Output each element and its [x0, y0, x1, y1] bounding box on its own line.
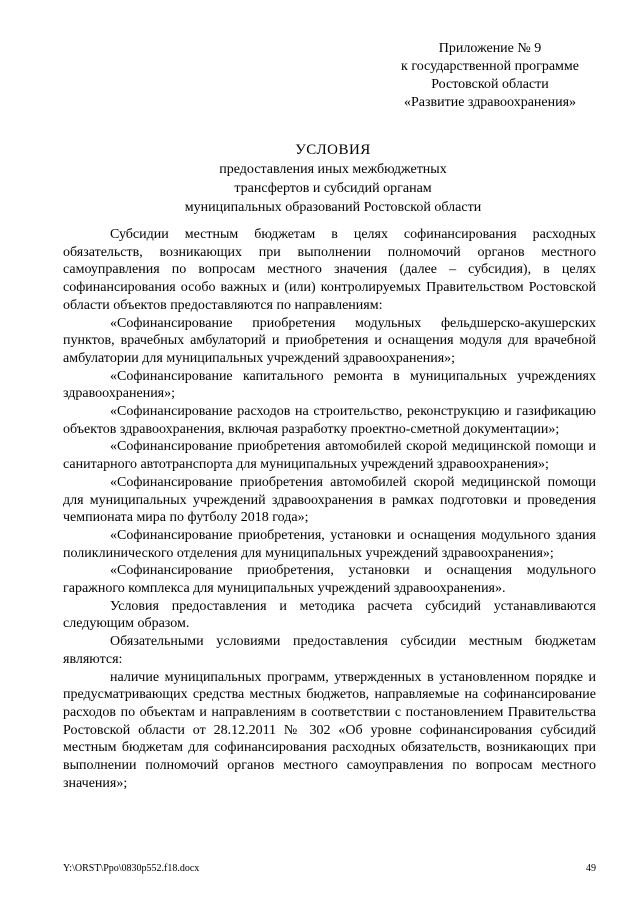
title-main: УСЛОВИЯ	[295, 142, 371, 158]
appendix-line-1: Приложение № 9	[438, 41, 542, 56]
paragraph: «Софинансирование капитального ремонта в муниципальных учреждениях здравоохранения»;	[63, 368, 596, 402]
paragraph: Условия предоставления и методика расчета субсидий устанавливаются следующим образом.	[63, 598, 596, 632]
page-number: 49	[586, 863, 596, 874]
title-sub-line-1: предоставления иных межбюджетных	[219, 162, 447, 177]
paragraph: Субсидии местным бюджетам в целях софинансирования расходных обязательств, возникающих при выполнении полномочий органов местного самоуправления по вопросам местного значения (далее – субсидия), в целях софинансирования особо важных и (или) контролируемых Правительством Ростовской области объектов предоставляются по направлениям:	[63, 227, 596, 313]
paragraph: «Софинансирование расходов на строительство, реконструкцию и газификацию объектов здравоохранения, включая разработку проектно-сметной документации»;	[63, 404, 596, 437]
appendix-line-4: «Развитие здравоохранения»	[403, 95, 577, 110]
paragraph: наличие муниципальных программ, утвержденных в установленном порядке и предусматривающих средства местных бюджетов, направляемые на софинансирование расходов по объектам и направлениям в соответствии с постановлением Правительства Ростовской области от 28.12.2011 № 302 «Об уровне софинансирования субсидий местным бюджетам для софинансирования расходных обязательств, возникающих при выполнении полномочий органов местного самоуправления по вопросам местного значения»;	[63, 669, 596, 791]
paragraph: «Софинансирование приобретения модульных фельдшерско-акушерских пунктов, врачебных амбулаторий и приобретения и оснащения модуля для врачебной амбулатории для муниципальных учреждений здравоохранения»;	[63, 315, 596, 366]
appendix-line-3: Ростовской области	[431, 77, 549, 92]
paragraph: «Софинансирование приобретения, установки и оснащения модульного здания поликлинического отделения для муниципальных учреждений здравоохранения»;	[63, 527, 596, 561]
paragraph: «Софинансирование приобретения автомобилей скорой медицинской помощи для муниципальных учреждений здравоохранения в рамках подготовки и проведения чемпионата мира по футболу 2018 года»;	[63, 474, 596, 526]
paragraph: «Софинансирование приобретения автомобилей скорой медицинской помощи и санитарного автотранспорта для муниципальных учреждений здравоохранения»;	[63, 439, 596, 473]
appendix-line-2: к государственной программе	[401, 59, 579, 74]
document-title	[63, 141, 603, 217]
paragraph: «Софинансирование приобретения, установки и оснащения модульного гаражного комплекса для муниципальных учреждений здравоохранения».	[63, 563, 596, 597]
paragraph: Обязательными условиями предоставления субсидии местным бюджетам являются:	[63, 634, 596, 667]
title-sub-line-3: муниципальных образований Ростовской области	[184, 200, 482, 215]
appendix-header	[340, 40, 640, 112]
document-body	[63, 226, 596, 793]
footer-file-path: Y:\ORST\Ppo\0830p552.f18.docx	[63, 863, 200, 874]
title-sub-line-2: трансфертов и субсидий органам	[234, 181, 432, 196]
